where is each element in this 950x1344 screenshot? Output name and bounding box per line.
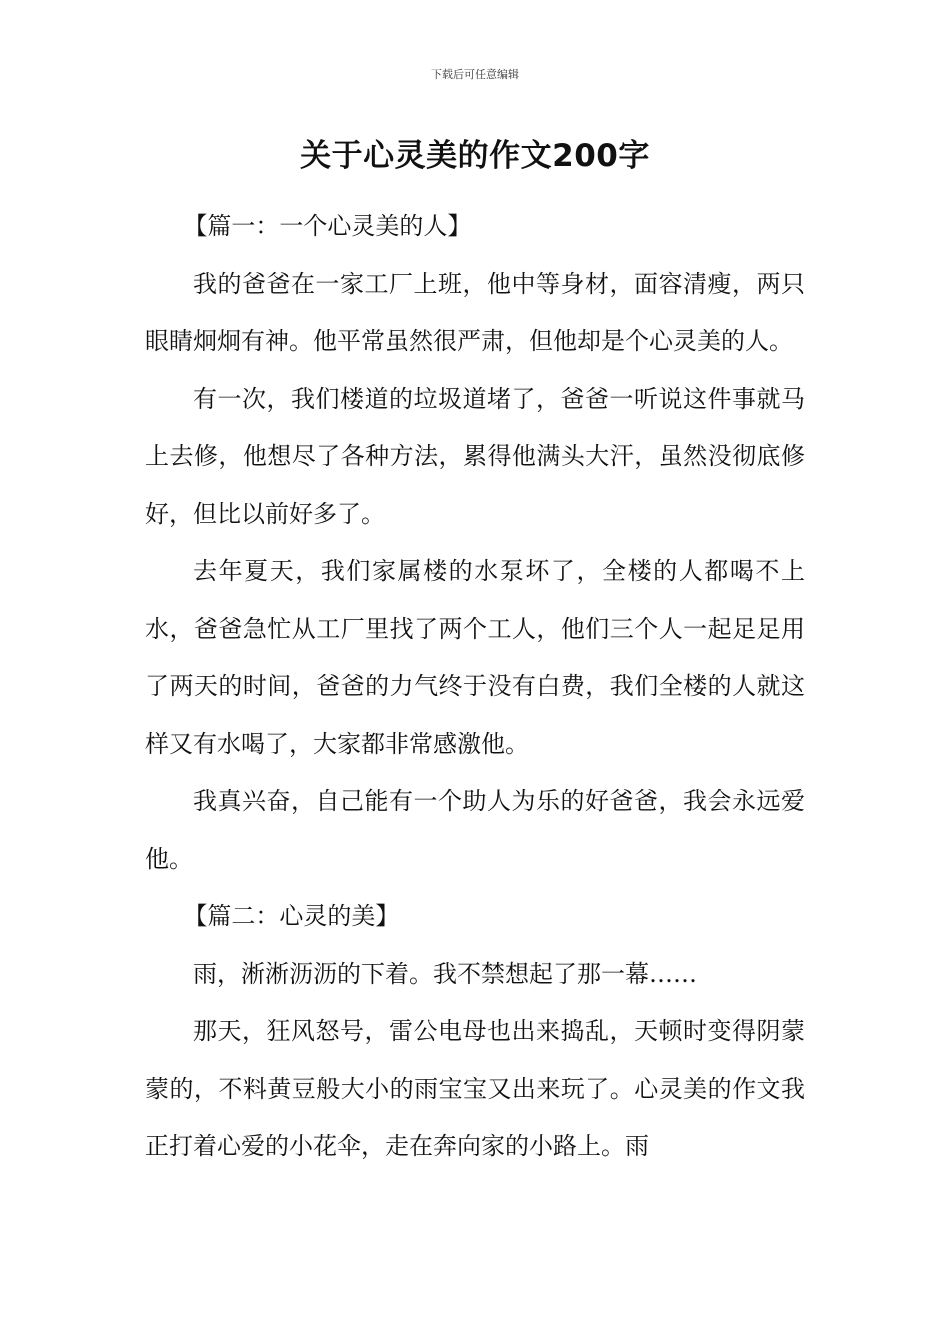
- document-title: 关于心灵美的作文200字: [300, 138, 650, 174]
- paragraph: 我的爸爸在一家工厂上班，他中等身材，面容清瘦，两只眼睛炯炯有神。他平常虽然很严肃，但他却是个心灵美的人。: [145, 269, 805, 355]
- header-note: 下载后可任意编辑: [431, 68, 519, 81]
- paragraph: 雨，淅淅沥沥的下着。我不禁想起了那一幕……: [193, 959, 697, 988]
- section-heading-1: 【篇一：一个心灵美的人】: [183, 212, 472, 240]
- paragraph: 有一次，我们楼道的垃圾道堵了，爸爸一听说这件事就马上去修，他想尽了各种方法，累得他满头大汗，虽然没彻底修好，但比以前好多了。: [145, 384, 805, 528]
- document-body: [145, 198, 805, 1176]
- paragraph: 那天，狂风怒号，雷公电母也出来捣乱，天顿时变得阴蒙蒙的，不料黄豆般大小的雨宝宝又出来玩了。心灵美的作文我正打着心爱的小花伞，走在奔向家的小路上。雨: [145, 1017, 805, 1160]
- section-heading-2: 【篇二：心灵的美】: [183, 902, 400, 930]
- paragraph: 去年夏天，我们家属楼的水泵坏了，全楼的人都喝不上水，爸爸急忙从工厂里找了两个工人，他们三个人一起足足用了两天的时间，爸爸的力气终于没有白费，我们全楼的人就这样又有水喝了，大家都非常感激他。: [145, 557, 805, 758]
- paragraph: 我真兴奋，自己能有一个助人为乐的好爸爸，我会永远爱他。: [145, 787, 805, 873]
